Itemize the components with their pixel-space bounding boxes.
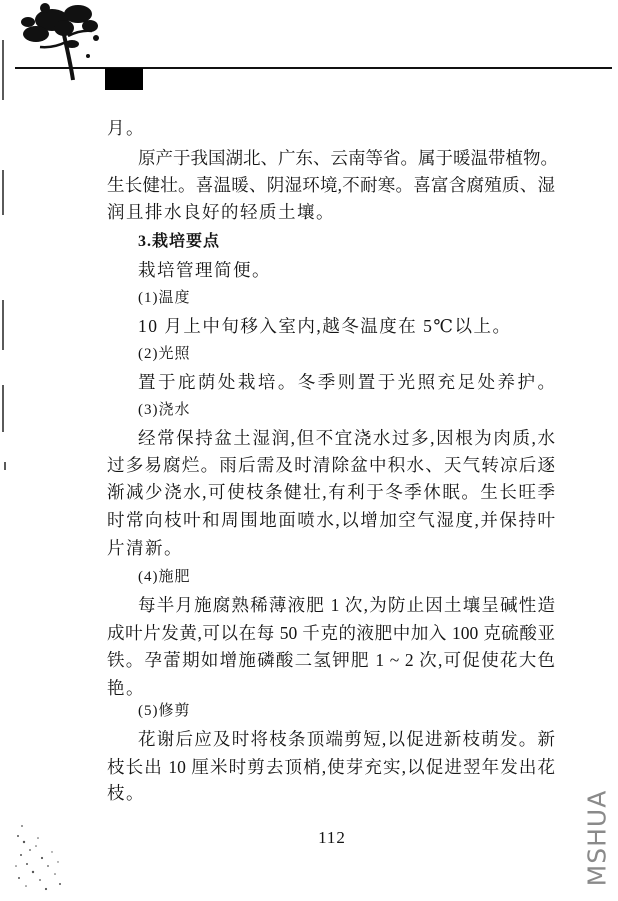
- section-heading: 3.栽培要点: [138, 233, 221, 250]
- text-line: 艳。: [107, 678, 145, 698]
- header-rule: [15, 67, 612, 69]
- subsection-heading: (3)浇水: [138, 402, 191, 418]
- header-tab-block: [105, 68, 143, 90]
- text-line: 月。: [107, 118, 145, 138]
- text-line: 每半月施腐熟稀薄液肥 1 次,为防止因土壤呈碱性造: [138, 595, 555, 615]
- text-line: 润且排水良好的轻质土壤。: [107, 202, 335, 222]
- subsection-heading: (5)修剪: [138, 703, 191, 719]
- text-line: 栽培管理简便。: [138, 260, 271, 280]
- subsection-heading: (2)光照: [138, 346, 191, 362]
- subsection-heading: (1)温度: [138, 290, 191, 306]
- text-line: 花谢后应及时将枝条顶端剪短,以促进新枝萌发。新: [138, 729, 555, 749]
- text-line: 10 月上中旬移入室内,越冬温度在 5℃以上。: [138, 316, 512, 336]
- text-line: 成叶片发黄,可以在每 50 千克的液肥中加入 100 克硫酸亚: [107, 623, 555, 643]
- page-number: 112: [318, 828, 346, 847]
- text-line: 枝。: [107, 783, 145, 803]
- tree-ornament-icon: [21, 3, 99, 80]
- scan-speckles: [15, 825, 61, 890]
- text-line: 过多易腐烂。雨后需及时清除盆中积水、天气转凉后逐: [107, 455, 555, 475]
- text-line: 枝长出 10 厘米时剪去顶梢,使芽充实,以促进翌年发出花: [107, 757, 555, 777]
- text-line: 渐减少浇水,可使枝条健壮,有利于冬季休眠。生长旺季: [107, 482, 555, 502]
- watermark: MSHUA: [582, 789, 612, 887]
- text-line: 生长健壮。喜温暖、阴湿环境,不耐寒。喜富含腐殖质、湿: [107, 175, 555, 195]
- subsection-heading: (4)施肥: [138, 569, 191, 585]
- text-line: 片清新。: [107, 538, 183, 558]
- text-line: 时常向枝叶和周围地面喷水,以增加空气湿度,并保持叶: [107, 510, 555, 530]
- text-line: 原产于我国湖北、广东、云南等省。属于暖温带植物。: [138, 148, 558, 168]
- text-line: 铁。孕蕾期如增施磷酸二氢钾肥 1 ~ 2 次,可促使花大色: [107, 650, 555, 670]
- text-line: 经常保持盆土湿润,但不宜浇水过多,因根为肉质,水: [138, 428, 555, 448]
- scan-edge-mark: [3, 40, 5, 470]
- text-line: 置于庇荫处栽培。冬季则置于光照充足处养护。: [138, 372, 555, 392]
